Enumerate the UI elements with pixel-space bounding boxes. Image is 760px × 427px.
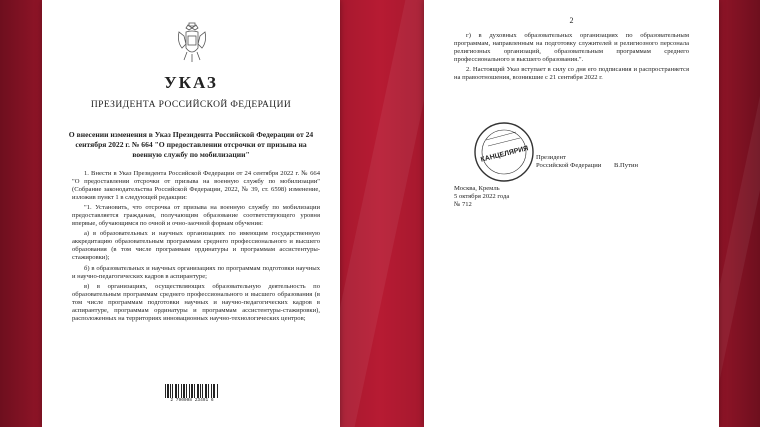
paragraph: "1. Установить, что отсрочка от призыва на военную службу по мобилизации предоставляется гражданам, получающим образование соответствующего уровня впервые, обучающимся по очной и очно-заочной формам обучения:	[72, 204, 320, 228]
signature-role-line: Российской Федерации	[536, 162, 602, 170]
document-heading: О внесении изменения в Указ Президента Российской Федерации от 24 сентября 2022 г. № 664 "О предоставлении отсрочки от призыва на военную службу по мобилизации"	[68, 130, 314, 159]
paragraph: б) в образовательных и научных организациях по программам подготовки научных и научно-педагогических кадров в аспирантуре;	[72, 264, 320, 280]
stamp-text: КАНЦЕЛЯРИЯ	[480, 145, 530, 164]
barcode-icon	[164, 384, 220, 398]
paragraph: 2. Настоящий Указ вступает в силу со дня его подписания и распространяется на правоотношения, возникшие с 21 сентября 2022 г.	[454, 66, 689, 82]
document-subtitle: ПРЕЗИДЕНТА РОССИЙСКОЙ ФЕДЕРАЦИИ	[90, 100, 292, 110]
document-body	[454, 32, 689, 84]
paragraph: г) в духовных образовательных организациях по образовательным программам, направленным на подготовку служителей и религиозного персонала религиозных организаций, образовательным программам среднего профессионального и высшего образования.".	[454, 32, 689, 64]
paragraph: а) в образовательных и научных организациях по имеющим государственную аккредитацию образовательным программам среднего профессионального и высшего образования (в том числе программам ординатуры и программам ассистентуры-стажировки);	[72, 230, 320, 262]
place: Москва, Кремль	[454, 185, 500, 192]
paragraph: 1. Внести в Указ Президента Российской Федерации от 24 сентября 2022 г. № 664 "О предоставлении отсрочки от призыва на военную службу по мобилизации" (Собрание законодательства Российской Федерации, 2022, № 39, ст. 6598) изменение, изложив пункт 1 в следующей редакции:	[72, 170, 320, 202]
document-title: УКАЗ	[164, 73, 218, 92]
page-number: 2	[569, 16, 574, 25]
coat-of-arms-icon	[174, 22, 210, 64]
document-body	[72, 170, 320, 325]
barcode-number: 2 790008 23491 6	[170, 398, 214, 403]
date: 5 октября 2022 года	[454, 193, 510, 201]
document-page-2	[424, 0, 719, 427]
signature-role	[536, 154, 601, 170]
document-place-date	[454, 185, 509, 210]
paragraph: в) в организациях, осуществляющих образовательную деятельность по образовательным программам среднего профессионального и высшего образования (в том числе программам подготовки научных и научно-педагогических кадров в аспирантуре, программам ординатуры и программам ассистентуры-стажировки), расположенных на территориях инновационных научно-технологических центров;	[72, 282, 320, 322]
signature-name: В.Путин	[614, 162, 639, 169]
stamp-icon	[472, 120, 536, 184]
document-page-1	[42, 0, 340, 427]
document-number: № 712	[454, 201, 472, 209]
signature-role-line: Президент	[536, 154, 566, 161]
barcode	[162, 384, 222, 403]
